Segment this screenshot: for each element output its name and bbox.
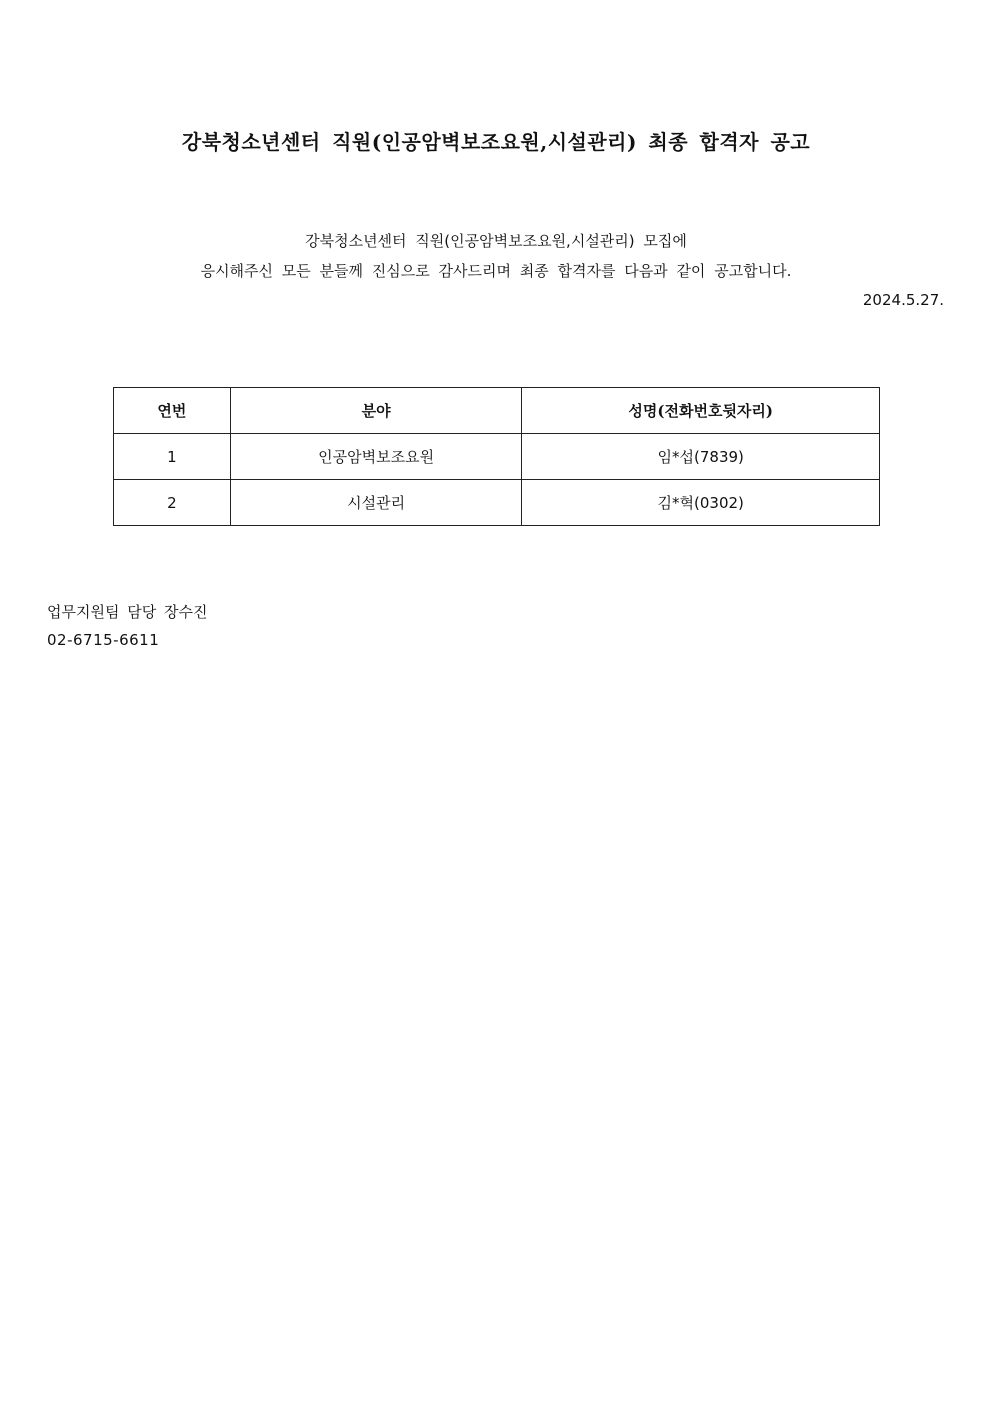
header-number: 연번 [114,388,231,434]
intro-line-1: 강북청소년센터 직원(인공암벽보조요원,시설관리) 모집에 [305,232,687,250]
header-name: 성명(전화번호뒷자리) [522,388,880,434]
contact-phone: 02-6715-6611 [47,631,160,649]
intro-line-2: 응시해주신 모든 분들께 진심으로 감사드리며 최종 합격자를 다음과 같이 공고합니다. [200,262,792,280]
cell-number: 1 [114,434,231,480]
contact-department: 업무지원팀 담당 장수진 [47,603,208,621]
cell-name: 김*혁(0302) [522,480,880,526]
table-row [114,434,880,480]
cell-field: 인공암벽보조요원 [230,434,522,480]
document-title: 강북청소년센터 직원(인공암벽보조요원,시설관리) 최종 합격자 공고 [181,130,811,154]
successful-candidates-table [113,387,880,526]
table-header-row [114,388,880,434]
header-field: 분야 [230,388,522,434]
cell-field: 시설관리 [230,480,522,526]
announcement-date: 2024.5.27. [862,291,944,309]
cell-number: 2 [114,480,231,526]
cell-name: 임*섭(7839) [522,434,880,480]
table-row [114,480,880,526]
